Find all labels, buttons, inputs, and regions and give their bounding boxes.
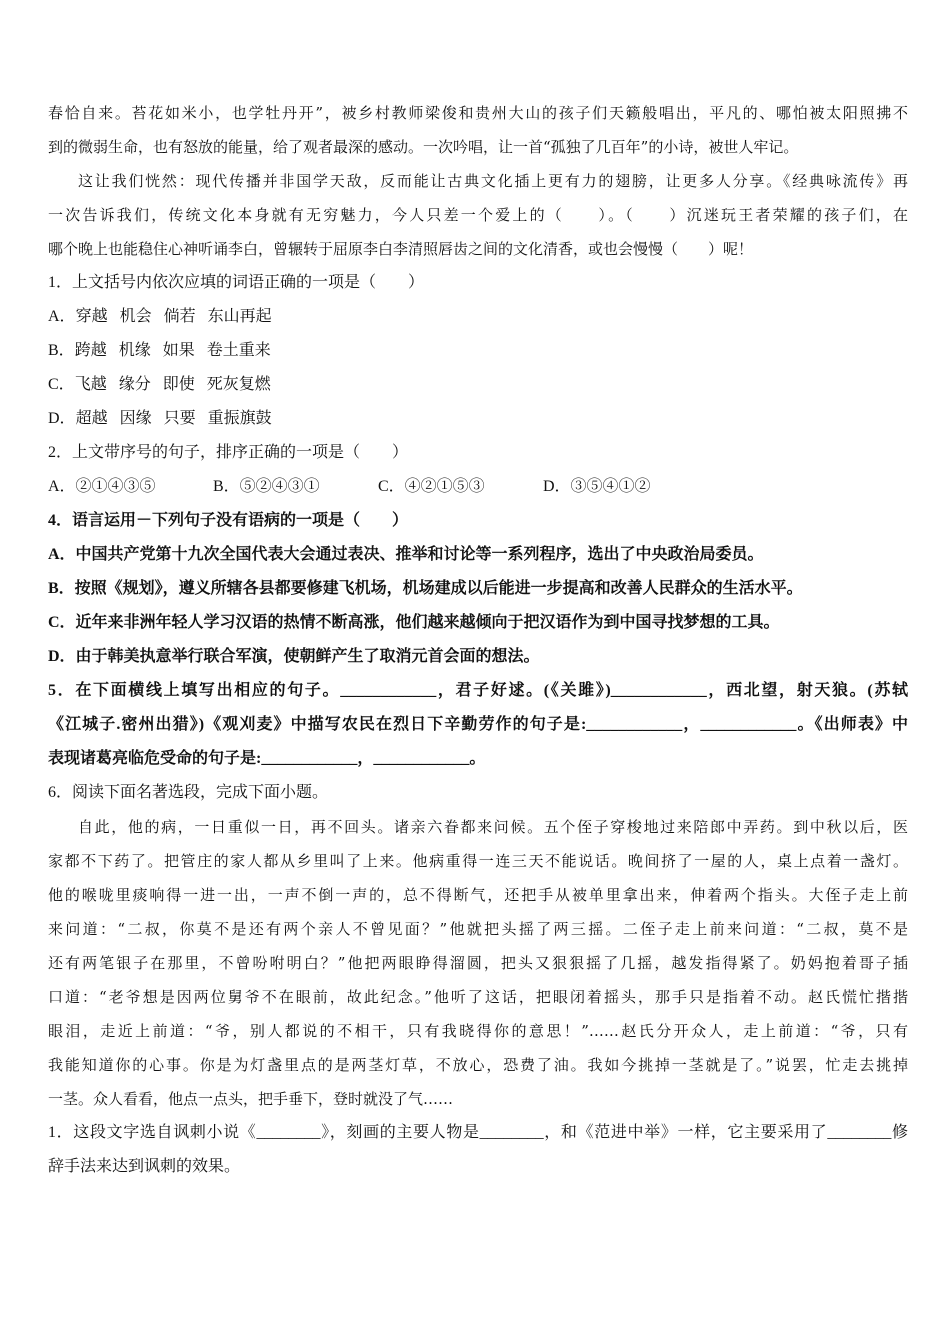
passage-line: 口道：“老爷想是因两位舅爷不在眼前，故此纪念。”他听了这话，把眼闭着摇头，那手只是指着不动。赵氏慌忙揩揩 bbox=[48, 988, 908, 1006]
question-6 bbox=[48, 776, 908, 1184]
passage-line: 一茎。众人看看，他点一点头，把手垂下，登时就没了气…… bbox=[48, 1090, 454, 1108]
passage-line: 他的喉咙里痰响得一进一出，一声不倒一声的，总不得断气，还把手从被单里拿出来，伸着两个指头。大侄子走上前 bbox=[48, 886, 908, 904]
sub-question-1: 1．这段文字选自讽刺小说《________》，刻画的主要人物是________，和《范进中举》一样，它主要采用了________修 bbox=[48, 1124, 908, 1141]
passage-line: 春恰自来。苔花如米小，也学牡丹开”，被乡村教师梁俊和贵州大山的孩子们天籁般唱出，平凡的、哪怕被太阳照拂不 bbox=[48, 104, 908, 122]
option-a[interactable]: A．中国共产党第十九次全国代表大会通过表决、推举和讨论等一系列程序，选出了中央政治局委员。 bbox=[48, 546, 764, 563]
passage-line: 我能知道你的心事。你是为灯盏里点的是两茎灯草，不放心，恐费了油。我如今挑掉一茎就是了。”说罢，忙走去挑掉 bbox=[48, 1056, 908, 1074]
option-b[interactable]: B．跨越 机缘 如果 卷土重来 bbox=[48, 342, 271, 359]
exam-page bbox=[48, 96, 908, 1184]
option-a[interactable]: A．②①④③⑤ bbox=[48, 478, 156, 495]
option-d[interactable]: D．超越 因缘 只要 重振旗鼓 bbox=[48, 410, 272, 427]
passage-line: 眼泪，走近上前道：“爷，别人都说的不相干，只有我晓得你的意思！”……赵氏分开众人，走上前道：“爷，只有 bbox=[48, 1022, 908, 1040]
option-c[interactable]: C．近年来非洲年轻人学习汉语的热情不断高涨，他们越来越倾向于把汉语作为到中国寻找梦想的工具。 bbox=[48, 614, 780, 631]
option-c[interactable]: C．飞越 缘分 即使 死灰复燃 bbox=[48, 376, 271, 393]
question-5 bbox=[48, 674, 908, 776]
question-stem: 1．上文括号内依次应填的词语正确的一项是（ ） bbox=[48, 274, 425, 291]
reading-passage bbox=[48, 96, 908, 266]
option-b[interactable]: B．按照《规划》，遵义所辖各县都要修建飞机场，机场建成以后能进一步提高和改善人民群众的生活水平。 bbox=[48, 580, 803, 597]
question-stem: 6．阅读下面名著选段，完成下面小题。 bbox=[48, 784, 329, 801]
passage-line: 到的微弱生命，也有怒放的能量，给了观者最深的感动。一次吟唱，让一首“孤独了几百年”的小诗，被世人牢记。 bbox=[48, 138, 799, 156]
question-4 bbox=[48, 504, 908, 674]
question-line: 5．在下面横线上填写出相应的句子。____________，君子好逑。(《关雎》)____________，西北望，射天狼。(苏轼 bbox=[48, 682, 908, 699]
option-d[interactable]: D．③⑤④①② bbox=[543, 478, 651, 495]
question-2 bbox=[48, 436, 908, 504]
question-line: 表现诸葛亮临危受命的句子是:____________，____________。 bbox=[48, 750, 486, 767]
passage-line: 这让我们恍然：现代传播并非国学天敌，反而能让古典文化插上更有力的翅膀，让更多人分享。《经典咏流传》再 bbox=[78, 172, 908, 190]
passage-line: 来问道：“二叔，你莫不是还有两个亲人不曾见面？”他就把头摇了两三摇。二侄子走上前来问道：“二叔，莫不是 bbox=[48, 920, 908, 938]
question-stem: 2．上文带序号的句子，排序正确的一项是（ ） bbox=[48, 444, 409, 461]
question-1 bbox=[48, 266, 908, 436]
passage-line: 家都不下药了。把管庄的家人都从乡里叫了上来。他病重得一连三天不能说话。晚间挤了一屋的人，桌上点着一盏灯。 bbox=[48, 852, 908, 870]
option-a[interactable]: A．穿越 机会 倘若 东山再起 bbox=[48, 308, 272, 325]
options-row bbox=[48, 470, 908, 504]
option-c[interactable]: C．④②①⑤③ bbox=[378, 478, 485, 495]
question-line: 《江城子.密州出猎》)《观刈麦》中描写农民在烈日下辛勤劳作的句子是:____________，____________。《出师表》中 bbox=[48, 716, 908, 733]
sub-question-1-cont: 辞手法来达到讽刺的效果。 bbox=[48, 1158, 241, 1175]
passage-line: 自此，他的病，一日重似一日，再不回头。诸亲六眷都来问候。五个侄子穿梭地过来陪郎中弄药。到中秋以后，医 bbox=[78, 818, 908, 836]
passage-line: 一次告诉我们，传统文化本身就有无穷魅力，今人只差一个爱上的（ ）。（ ）沉迷玩王者荣耀的孩子们，在 bbox=[48, 206, 908, 224]
question-stem: 4．语言运用－下列句子没有语病的一项是（ ） bbox=[48, 512, 409, 529]
option-d[interactable]: D．由于韩美执意举行联合军演，使朝鲜产生了取消元首会面的想法。 bbox=[48, 648, 540, 665]
excerpt-passage bbox=[48, 810, 908, 1116]
passage-line: 哪个晚上也能稳住心神听诵李白，曾辗转于屈原李白李清照唇齿之间的文化清香，或也会慢慢（ ）呢！ bbox=[48, 240, 754, 258]
passage-line: 还有两笔银子在那里，不曾吩咐明白？”他把两眼睁得溜圆，把头又狠狠摇了几摇，越发指得紧了。奶妈抱着哥子插 bbox=[48, 954, 908, 972]
option-b[interactable]: B．⑤②④③① bbox=[213, 478, 320, 495]
